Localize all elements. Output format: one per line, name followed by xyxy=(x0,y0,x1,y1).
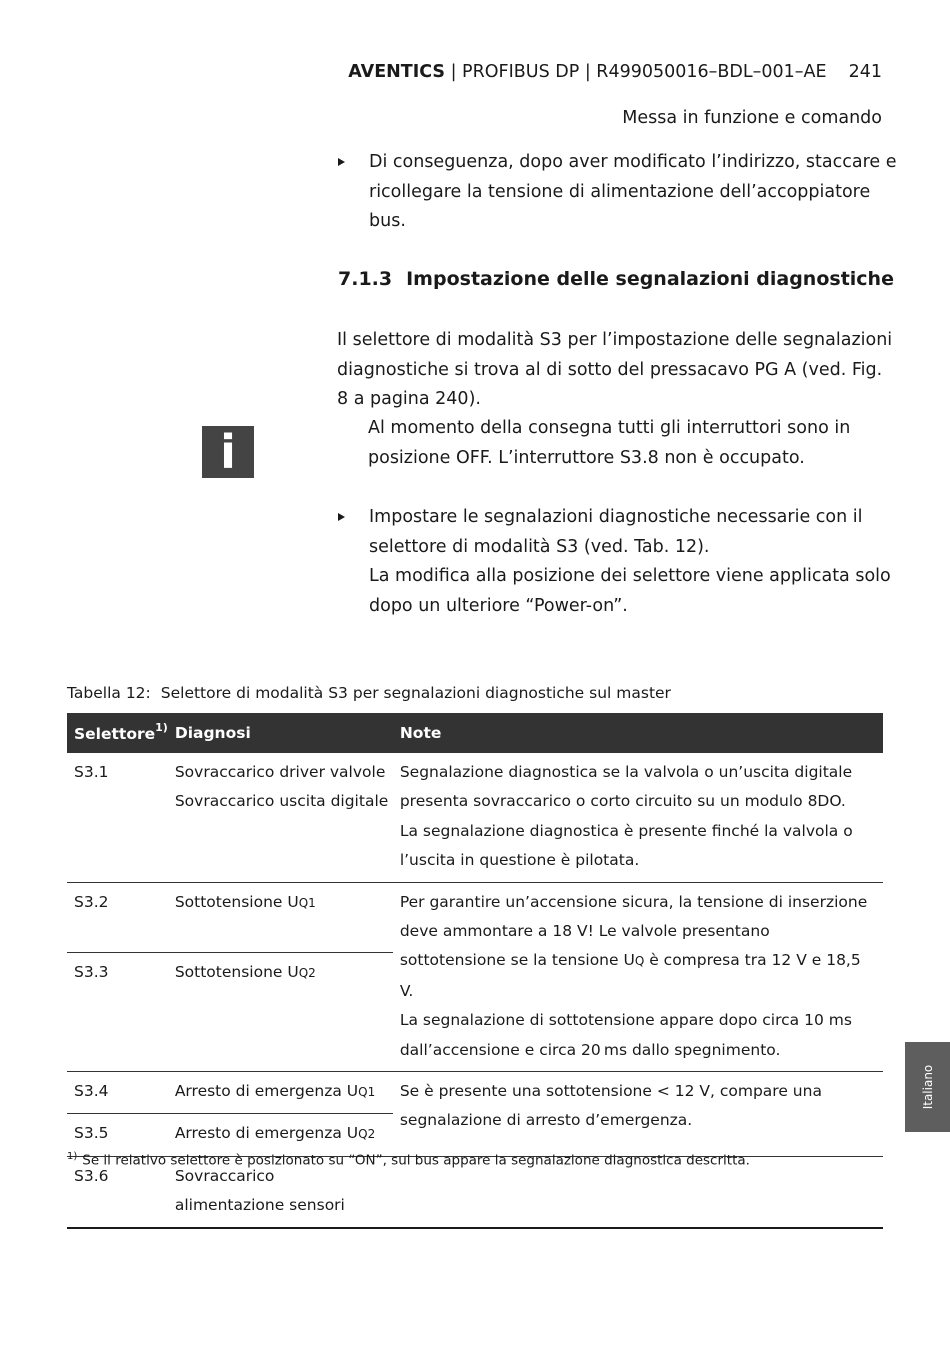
diagnosis-line: alimentazione sensori xyxy=(174,1196,345,1215)
page-number: 241 xyxy=(848,62,882,82)
voltage-subscript: Q xyxy=(634,954,645,969)
diagnosis-line: Sovraccarico driver valvole xyxy=(174,763,386,781)
voltage-subscript: Q1 xyxy=(298,895,316,910)
language-tab xyxy=(905,1042,950,1132)
note-text: è compresa tra 12 V e 18,5 V. xyxy=(399,951,861,1000)
section-title: Messa in funzione e comando xyxy=(622,108,882,128)
note-text: Per garantire un’accensione sicura, la tensione di inserzione deve ammontare a 18 V! Le valvole presentano sottotensione se la tensione U xyxy=(399,892,868,970)
voltage-subscript: Q2 xyxy=(358,1127,376,1142)
note-line xyxy=(400,888,875,1007)
page-header xyxy=(348,62,882,82)
diagnosis-text: Arresto di emergenza U xyxy=(174,1082,359,1101)
footnote-ref: 1) xyxy=(155,720,168,734)
bullet-text: Di conseguenza, dopo aver modificato l’indirizzo, staccare e ricollegare la tensione di alimentazione dell’accoppiatore bus. xyxy=(369,152,897,232)
diagnosis-text: Sottotensione U xyxy=(174,963,299,982)
caption-label: Tabella 12: xyxy=(67,684,151,702)
document-reference: | PROFIBUS DP | R499050016–BDL–001–AE xyxy=(445,62,827,82)
bullet-item-2 xyxy=(338,503,898,621)
footnote-text: Se il relativo selettore è posizionato su “ON”, sul bus appare la segnalazione diagnostica descritta. xyxy=(82,1152,750,1169)
diagnosis-text: Arresto di emergenza U xyxy=(174,1124,359,1143)
cell-diagnosis xyxy=(168,1072,393,1114)
bullet-triangle-icon xyxy=(338,158,345,166)
cell-diagnosis xyxy=(168,882,393,952)
header-diagnosis: Diagnosi xyxy=(168,713,393,753)
diagnosis-line: Sovraccarico xyxy=(174,1166,275,1185)
cell-selector: S3.4 xyxy=(67,1072,168,1114)
note-line: La segnalazione diagnostica è presente finché la valvola o l’uscita in questione è pilotata. xyxy=(399,821,853,870)
bullet-line: Impostare le segnalazioni diagnostiche necessarie con il selettore di modalità S3 (ved. Tab. 12). xyxy=(369,507,863,557)
cell-diagnosis xyxy=(168,753,393,882)
info-note: Al momento della consegna tutti gli interruttori sono in posizione OFF. L’interruttore S3.8 non è occupato. xyxy=(368,418,851,468)
brand-name: AVENTICS xyxy=(348,62,446,82)
table-header-row xyxy=(67,713,883,753)
diagnosis-text: Sottotensione U xyxy=(174,892,299,911)
heading-number: 7.1.3 xyxy=(338,268,393,290)
heading-title: Impostazione delle segnalazioni diagnostiche xyxy=(406,268,894,290)
caption-text: Selettore di modalità S3 per segnalazioni diagnostiche sul master xyxy=(160,684,671,702)
cell-note xyxy=(393,753,883,882)
note-line: Segnalazione diagnostica se la valvola o un’uscita digitale presenta sovraccarico o corto circuito su un modulo 8DO. xyxy=(399,763,853,811)
cell-selector: S3.6 xyxy=(67,1156,168,1227)
section-heading xyxy=(338,268,894,290)
bullet-triangle-icon xyxy=(338,513,345,521)
voltage-subscript: Q1 xyxy=(358,1085,376,1100)
language-label: Italiano xyxy=(920,1064,935,1110)
cell-selector: S3.2 xyxy=(67,882,168,952)
table-row xyxy=(67,753,883,882)
cell-diagnosis xyxy=(168,1114,393,1156)
bullet-item-1 xyxy=(338,148,898,237)
bullet-line: La modifica alla posizione dei selettore viene applicata solo dopo un ulteriore “Power-on”. xyxy=(369,566,891,616)
table-caption xyxy=(67,684,671,702)
table-row xyxy=(67,1072,883,1114)
info-icon: i xyxy=(202,426,254,478)
note-line: La segnalazione di sottotensione appare dopo circa 10 ms dall’accensione e circa 20 ms dallo spegnimento. xyxy=(399,1011,852,1059)
bullet-text xyxy=(369,503,898,621)
intro-paragraph: Il selettore di modalità S3 per l’impostazione delle segnalazioni diagnostiche si trova al di sotto del pressacavo PG A (ved. Fig. 8 a pagina 240). xyxy=(337,330,893,410)
footnote-mark: 1) xyxy=(67,1151,78,1162)
header-selector xyxy=(67,713,168,753)
cell-diagnosis xyxy=(168,953,393,1072)
cell-note xyxy=(393,882,883,1071)
cell-selector: S3.1 xyxy=(74,763,109,781)
voltage-subscript: Q2 xyxy=(298,966,316,981)
table-row xyxy=(67,882,883,952)
header-selector-label: Selettore xyxy=(74,725,156,744)
cell-note: Se è presente una sottotensione < 12 V, compare una segnalazione di arresto d’emergenza. xyxy=(393,1072,883,1157)
cell-selector: S3.5 xyxy=(67,1114,168,1156)
header-note: Note xyxy=(393,713,883,753)
footnote xyxy=(67,1151,750,1169)
diagnosis-line: Sovraccarico uscita digitale xyxy=(174,792,389,811)
cell-selector: S3.3 xyxy=(67,953,168,1072)
